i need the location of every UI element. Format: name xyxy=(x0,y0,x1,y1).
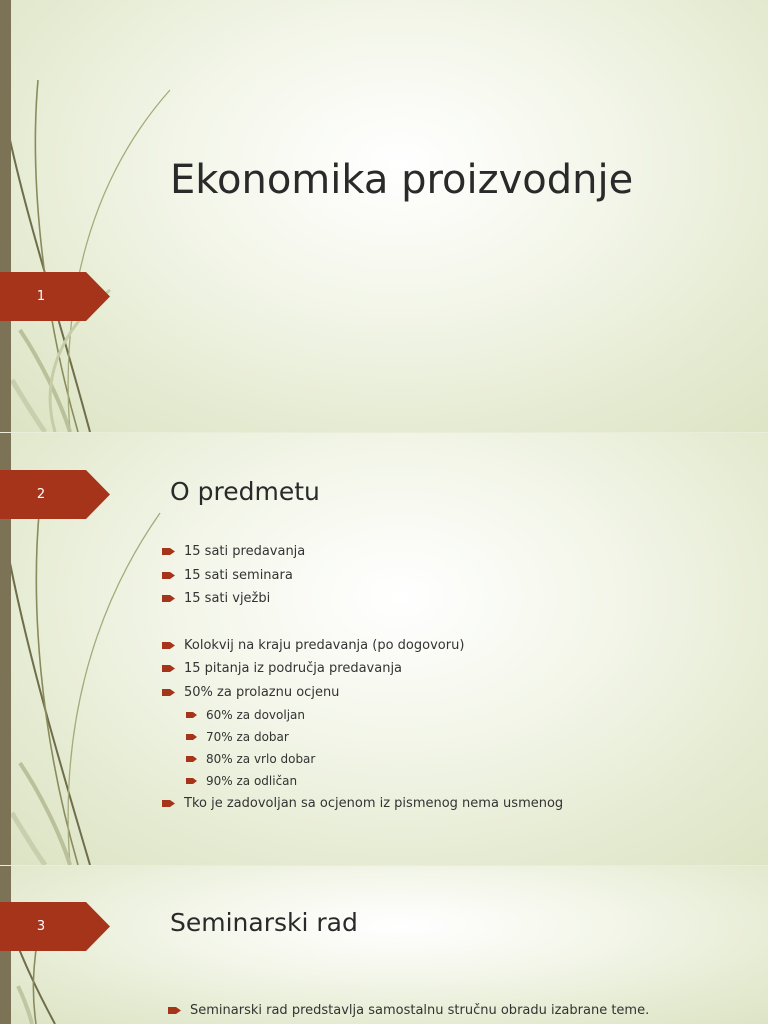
list-item-text: Tko je zadovoljan sa ocjenom iz pismenog nema usmenog xyxy=(184,796,564,811)
slide-number: 1 xyxy=(36,289,46,304)
sub-list-item xyxy=(162,770,563,792)
list-item-text: 90% za odličan xyxy=(206,774,298,788)
sub-list-item xyxy=(162,704,563,726)
arrow-bullet-icon xyxy=(162,594,175,603)
slide-title: O predmetu xyxy=(170,477,320,506)
arrow-bullet-icon xyxy=(162,547,175,556)
arrow-bullet-icon xyxy=(186,711,197,719)
slide-number-tab xyxy=(0,272,110,321)
list-item xyxy=(162,634,563,658)
list-item-text: 15 sati predavanja xyxy=(184,544,306,559)
slide-2[interactable] xyxy=(0,433,768,865)
list-item-text: 80% za vrlo dobar xyxy=(206,752,316,766)
list-item-text: 15 sati vježbi xyxy=(184,591,271,606)
bullet-list xyxy=(162,540,563,816)
list-item-text: 70% za dobar xyxy=(206,730,289,744)
list-spacer xyxy=(162,611,563,634)
list-item-text: 15 pitanja iz područja predavanja xyxy=(184,661,403,676)
arrow-bullet-icon xyxy=(186,777,197,785)
sidebar-bar xyxy=(0,0,11,432)
list-item xyxy=(162,681,563,705)
slide-title: Seminarski rad xyxy=(170,908,358,937)
arrow-bullet-icon xyxy=(186,755,197,763)
sub-list-item xyxy=(162,748,563,770)
slide-title: Ekonomika proizvodnje xyxy=(170,157,634,203)
arrow-bullet-icon xyxy=(162,799,175,808)
arrow-bullet-icon xyxy=(162,688,175,697)
slide-number-tab xyxy=(0,470,110,519)
list-item-text: Kolokvij na kraju predavanja (po dogovoru) xyxy=(184,637,465,653)
sub-list-item xyxy=(162,726,563,748)
arrow-bullet-icon xyxy=(162,641,175,650)
slide-3[interactable] xyxy=(0,866,768,1024)
list-item-text: 50% za prolaznu ocjenu xyxy=(184,684,340,700)
arrow-bullet-icon xyxy=(162,664,175,673)
list-item xyxy=(162,657,563,681)
arrow-bullet-icon xyxy=(168,1006,181,1015)
bullet-list xyxy=(168,999,649,1023)
slide-number: 3 xyxy=(36,919,46,934)
slide-number: 2 xyxy=(36,487,46,502)
list-item-text: 60% za dovoljan xyxy=(206,708,305,722)
list-item xyxy=(162,540,563,564)
list-item-text: 15 sati seminara xyxy=(184,567,293,583)
arrow-bullet-icon xyxy=(186,733,197,741)
arrow-bullet-icon xyxy=(162,571,175,580)
list-item-text: Seminarski rad predstavlja samostalnu stručnu obradu izabrane teme. xyxy=(190,1003,650,1018)
slide-number-tab xyxy=(0,902,110,951)
list-item xyxy=(162,564,563,588)
list-item xyxy=(162,587,563,611)
list-item xyxy=(162,792,563,816)
list-item xyxy=(168,999,649,1023)
leaf-stems-decoration xyxy=(0,0,200,432)
slide-1[interactable] xyxy=(0,0,768,432)
